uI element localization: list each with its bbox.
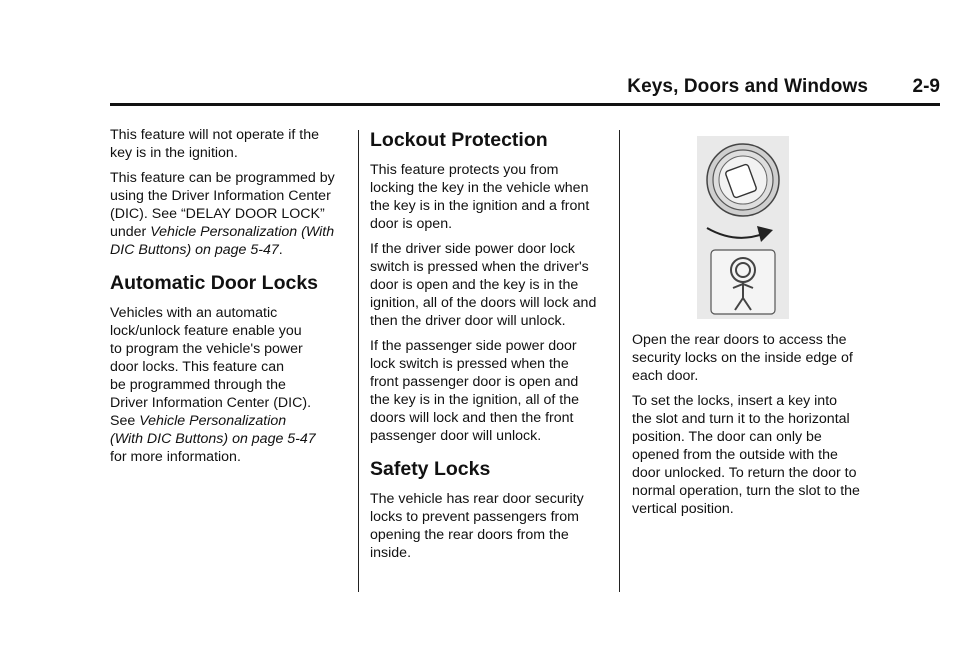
column-middle — [370, 128, 612, 569]
paragraph-set-locks — [632, 392, 872, 518]
paragraph-passenger-side — [370, 337, 612, 445]
cross-reference-link[interactable]: Vehicle Personalization (With — [150, 224, 335, 240]
security-lock-illustration — [697, 136, 789, 319]
paragraph-driver-side — [370, 240, 612, 330]
text-line: then the driver door will unlock. — [370, 313, 566, 329]
text-line: Open the rear doors to access the — [632, 332, 847, 348]
column-left — [110, 126, 350, 473]
text-line: This feature will not operate if the — [110, 127, 319, 143]
heading-lockout-protection: Lockout Protection — [370, 129, 548, 151]
text-line: position. The door can only be — [632, 429, 822, 445]
text-line — [110, 241, 350, 259]
text-line: the key is in the ignition and a front — [370, 198, 590, 214]
text-line: using the Driver Information Center — [110, 188, 331, 204]
paragraph-dic-programming — [110, 169, 350, 259]
column-right — [632, 331, 872, 525]
text-line: door is open and the key is in the — [370, 277, 579, 293]
lock-dial-icon — [707, 144, 779, 216]
column-divider-right — [619, 130, 620, 592]
text-line: each door. — [632, 368, 699, 384]
text-line: switch is pressed when the driver's — [370, 259, 589, 275]
text-line: opening the rear doors from the — [370, 527, 569, 543]
text-line: to program the vehicle's power — [110, 341, 303, 357]
text-line: The vehicle has rear door security — [370, 491, 584, 507]
child-lock-symbol-icon — [711, 250, 775, 314]
text-line: locking the key in the vehicle when — [370, 180, 589, 196]
text-line: door locks. This feature can — [110, 359, 285, 375]
text-line: doors will lock and then the front — [370, 410, 574, 426]
security-lock-diagram — [697, 136, 789, 319]
section-title: Keys, Doors and Windows — [627, 76, 868, 97]
text-line: ignition, all of the doors will lock and — [370, 295, 597, 311]
text-line: Driver Information Center (DIC). — [110, 395, 312, 411]
period: . — [278, 242, 283, 258]
text-line: lock/unlock feature enable you — [110, 323, 302, 339]
text-line: (DIC). See “DELAY DOOR LOCK” — [110, 206, 325, 222]
text-line: opened from the outside with the — [632, 447, 838, 463]
text-line: locks to prevent passengers from — [370, 509, 579, 525]
text-line: security locks on the inside edge of — [632, 350, 853, 366]
paragraph-automatic-locks — [110, 304, 350, 466]
cross-reference-link[interactable]: (With DIC Buttons) on page 5-47 — [110, 431, 316, 447]
see-prefix: See — [110, 413, 140, 429]
header-rule — [110, 103, 940, 106]
text-line: normal operation, turn the slot to the — [632, 483, 860, 499]
text-line: key is in the ignition. — [110, 145, 238, 161]
text-line: This feature can be programmed by — [110, 170, 335, 186]
text-line — [110, 430, 350, 448]
text-line — [110, 223, 350, 241]
text-line: front passenger door is open and — [370, 374, 579, 390]
cross-reference-link[interactable]: DIC Buttons) on page 5-47 — [110, 242, 279, 258]
column-divider-left — [358, 130, 359, 592]
under-prefix: under — [110, 224, 151, 240]
text-line: lock switch is pressed when the — [370, 356, 569, 372]
cross-reference-link[interactable]: Vehicle Personalization — [139, 413, 287, 429]
text-line: Vehicles with an automatic — [110, 305, 278, 321]
text-line: If the driver side power door lock — [370, 241, 576, 257]
text-line: passenger door will unlock. — [370, 428, 542, 444]
text-line: This feature protects you from — [370, 162, 559, 178]
page-number: 2-9 — [912, 76, 940, 97]
paragraph-safety-locks — [370, 490, 612, 562]
text-line: inside. — [370, 545, 412, 561]
text-line: vertical position. — [632, 501, 734, 517]
text-line: door unlocked. To return the door to — [632, 465, 857, 481]
heading-safety-locks: Safety Locks — [370, 458, 491, 480]
text-line: be programmed through the — [110, 377, 286, 393]
text-line: If the passenger side power door — [370, 338, 577, 354]
paragraph-key-ignition-note — [110, 126, 350, 162]
text-line: door is open. — [370, 216, 453, 232]
paragraph-lockout-intro — [370, 161, 612, 233]
heading-automatic-door-locks: Automatic Door Locks — [110, 272, 319, 294]
paragraph-access-locks — [632, 331, 872, 385]
text-line: To set the locks, insert a key into — [632, 393, 838, 409]
text-line: the slot and turn it to the horizontal — [632, 411, 850, 427]
text-line — [110, 412, 350, 430]
text-line: for more information. — [110, 449, 241, 465]
text-line: the key is in the ignition, all of the — [370, 392, 579, 408]
